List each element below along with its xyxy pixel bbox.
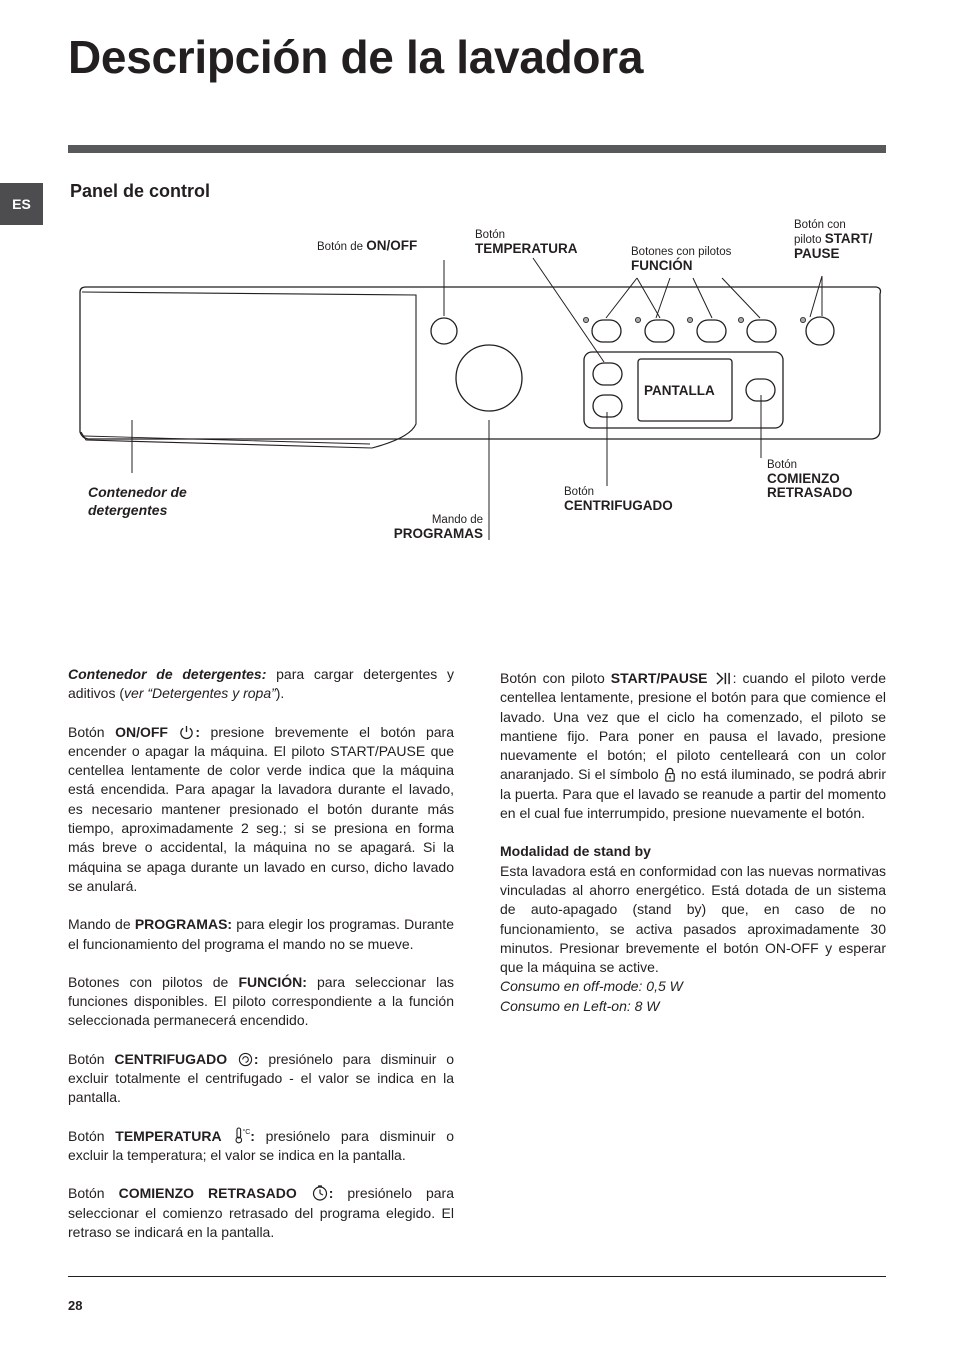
clock-icon (312, 1185, 328, 1201)
standby-text: Esta lavadora está en conformidad con las nuevas normativas vinculadas al ahorro energético. Está dotada de un sistema de auto-apagado (stand by) que, en caso de no funcionamiento, se activa pasados aproximadamente 30 minutos. Presionar brevemente el botón ON-OFF y esperar que la máquina se active. (500, 862, 886, 976)
label-onoff: Botón de ON/OFF (317, 238, 418, 253)
function-led-4 (738, 317, 743, 322)
label-detergentes: Contenedor de detergentes (88, 484, 187, 518)
thermometer-icon (233, 1127, 249, 1144)
start-pause-led (800, 317, 805, 322)
paragraph-onoff: Botón ON/OFF : presione brevemente el botón para encender o apagar la máquina. El piloto START/PAUSE que centellea lentamente de color verde indica que la máquina está encendida. Para apagar la lavadora durante el lavado, es necesario mantener presionado el botón durante más tiempo, aproximadamente 2 seg.; si se presiona en forma más breve o accidental, la máquina no se apagará. Si la máquina se apaga durante un lavado en curso, dicho lavado se anulará. (68, 723, 454, 894)
play-pause-icon (715, 671, 732, 686)
label-comienzo-retrasado: Botón COMIENZO RETRASADO (767, 459, 853, 500)
temperature-button-shape (593, 363, 622, 385)
label-pantalla: PANTALLA (644, 383, 715, 398)
label-temperatura: Botón TEMPERATURA (475, 229, 578, 256)
paragraph-detergentes: Contenedor de detergentes: para cargar detergentes y aditivos (ver “Detergentes y ropa”). (68, 666, 454, 702)
svg-text:°C: °C (242, 1128, 251, 1136)
title-rule (68, 145, 886, 153)
program-dial (456, 345, 522, 411)
panel-outline (80, 287, 881, 439)
paragraph-programas: Mando de PROGRAMAS: para elegir los programas. Durante el funcionamiento del programa el mando no se mueve. (68, 916, 454, 952)
language-tab: ES (0, 183, 43, 225)
spin-icon (238, 1052, 253, 1067)
standby-title: Modalidad de stand by (500, 843, 651, 860)
label-programas: Mando de PROGRAMAS (393, 514, 483, 541)
page-title: Descripción de la lavadora (68, 31, 644, 83)
right-column (500, 669, 886, 1016)
label-start-pause: Botón con piloto START/ PAUSE (794, 219, 873, 261)
paragraph-centrifugado: Botón CENTRIFUGADO : presiónelo para disminuir o excluir totalmente el centrifugado - el valor se indica en la pantalla. (68, 1050, 454, 1106)
function-button-4 (747, 320, 776, 342)
function-button-3 (697, 320, 726, 342)
paragraph-funcion: Botones con pilotos de FUNCIÓN: para seleccionar las funciones disponibles. El piloto correspondiente a la función seleccionada permanecerá encendido. (68, 973, 454, 1029)
function-led-1 (583, 317, 588, 322)
onoff-button-shape (431, 318, 457, 344)
label-centrifugado: Botón CENTRIFUGADO (564, 486, 673, 513)
consumo-off-mode: Consumo en off-mode: 0,5 W (500, 978, 683, 995)
paragraph-comienzo-retrasado: Botón COMIENZO RETRASADO : presiónelo para seleccionar el comienzo retrasado del programa elegido. El retraso se indicará en la pantalla. (68, 1185, 454, 1240)
function-led-3 (687, 317, 692, 322)
lock-icon (664, 767, 676, 782)
function-button-1 (592, 320, 621, 342)
detergent-drawer-outline (81, 292, 416, 448)
start-pause-button-shape (806, 317, 834, 345)
paragraph-start-pause: Botón con piloto START/PAUSE : cuando el piloto verde centellea lentamente, presione el botón para que comience el lavado. Una vez que el ciclo ha comenzado, el piloto se mantiene fijo. Para poner en pausa el lavado, presione nuevamente el botón; el piloto centelleará con un color anaranjado. Si el símbolo no está iluminado, se podrá abrir la puerta. Para que el lavado se reanude a partir del momento en el cual fue interrumpido, presione nuevamente el botón. (500, 670, 887, 822)
label-funcion: Botones con pilotos FUNCIÓN (631, 246, 732, 273)
function-button-2 (645, 320, 674, 342)
function-led-2 (635, 317, 640, 322)
power-icon (179, 725, 194, 740)
footer-rule (68, 1276, 886, 1277)
paragraph-temperatura: Botón TEMPERATURA °C : presiónelo para disminuir o excluir la temperatura; el valor se indica en la pantalla. (68, 1127, 454, 1163)
page-number: 28 (68, 1298, 83, 1313)
section-title: Panel de control (70, 181, 211, 201)
left-column (68, 665, 454, 1261)
consumo-left-on: Consumo en Left-on: 8 W (500, 997, 660, 1014)
